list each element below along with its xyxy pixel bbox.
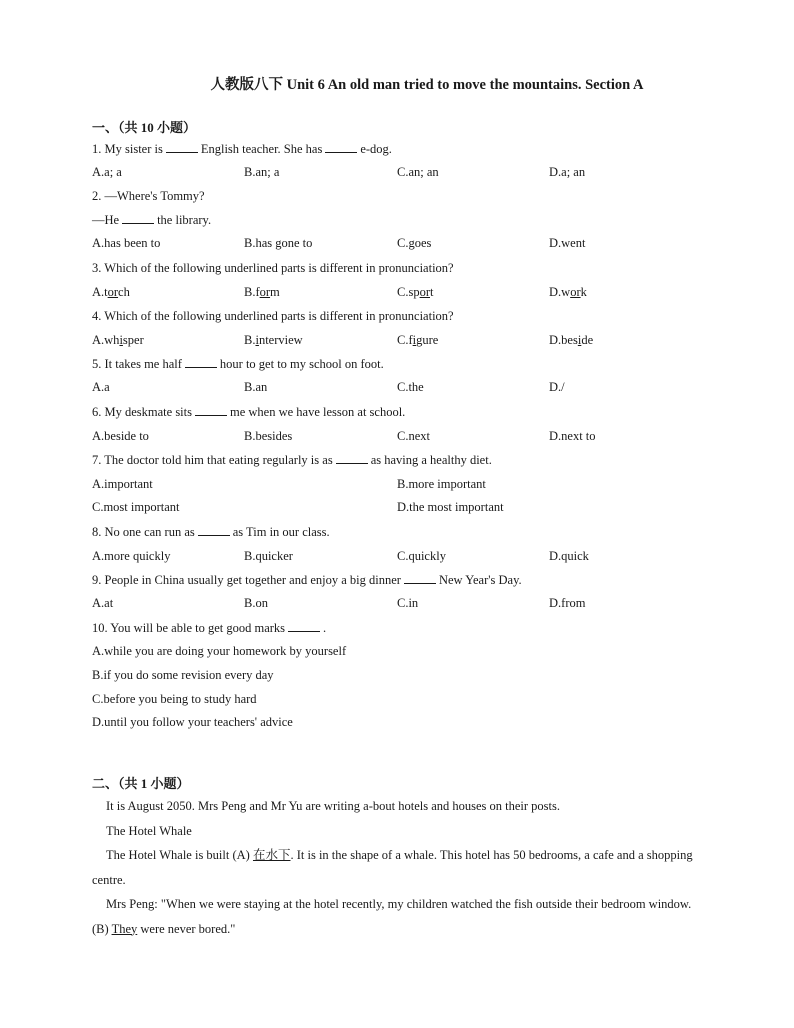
underlined-part: i <box>412 333 417 347</box>
question-9 <box>92 573 522 588</box>
option-d: D.next to <box>549 429 596 443</box>
answer-blank <box>288 621 320 632</box>
question-text: me when we have lesson at school. <box>230 405 406 419</box>
option-a <box>92 285 130 300</box>
option-a <box>92 333 144 348</box>
answer-blank <box>166 142 198 153</box>
question-text: e-dog. <box>360 142 392 156</box>
option-d: D.until you follow your teachers' advice <box>92 715 293 729</box>
answer-blank <box>325 142 357 153</box>
option-text: t <box>430 285 434 299</box>
option-text: nterview <box>258 333 303 347</box>
section-heading: 二、（共 1 小题） <box>92 776 190 791</box>
option-a: A.has been to <box>92 236 161 250</box>
option-d: D.went <box>549 236 586 250</box>
underlined-part: i <box>119 333 123 347</box>
option-b: B.if you do some revision every day <box>92 668 274 682</box>
option-a: A.beside to <box>92 429 149 443</box>
question-2-line-2 <box>92 213 211 228</box>
option-b: B.more important <box>397 477 486 491</box>
option-b: B.on <box>244 596 268 610</box>
option-text: gure <box>416 333 439 347</box>
passage-paragraph: It is August 2050. Mrs Peng and Mr Yu are writing a-bout hotels and houses on their posts. <box>106 799 561 813</box>
passage-paragraph <box>92 843 704 892</box>
question-text: New Year's Day. <box>438 573 522 587</box>
option-d <box>549 285 587 300</box>
option-a: A.important <box>92 477 153 491</box>
underlined-part: or <box>259 285 271 299</box>
question-6 <box>92 405 405 420</box>
option-c: C.next <box>397 429 430 443</box>
passage-text: were never bored." <box>137 921 236 936</box>
underlined-part: 在水下 <box>252 848 291 862</box>
option-text: B. <box>244 333 256 347</box>
question-text: 10. You will be able to get good marks <box>92 621 286 635</box>
passage-text: The Hotel Whale is built (A) <box>106 848 253 862</box>
option-b <box>244 333 303 348</box>
option-b: B.besides <box>244 429 293 443</box>
option-c <box>397 333 438 348</box>
question-text: 6. My deskmate sits <box>92 405 192 419</box>
option-a: A.while you are doing your homework by yourself <box>92 644 347 658</box>
option-text: D.bes <box>549 333 578 347</box>
option-c: C.most important <box>92 500 180 514</box>
option-b: B.an; a <box>244 165 280 179</box>
option-text: A.t <box>92 285 108 299</box>
underlined-part: or <box>419 285 430 299</box>
question-4: 4. Which of the following underlined parts is different in pronunciation? <box>92 309 454 323</box>
option-c: C.quickly <box>397 549 446 563</box>
option-d: D.quick <box>549 549 589 563</box>
question-3: 3. Which of the following underlined parts is different in pronunciation? <box>92 261 454 275</box>
question-text: English teacher. She has <box>200 142 323 156</box>
passage-text: Mrs Peng: "When we were staying at the hotel recently, my children watched the fish outside their bedroom window. (B) <box>92 897 692 936</box>
passage <box>92 794 704 941</box>
option-c: C.an; an <box>397 165 439 179</box>
question-text: . <box>323 621 327 635</box>
option-c <box>397 285 433 300</box>
answer-blank <box>198 525 230 536</box>
option-a: A.a <box>92 380 110 394</box>
question-text: as Tim in our class. <box>232 525 330 539</box>
answer-blank <box>195 405 227 416</box>
question-7 <box>92 453 492 468</box>
question-2: 2. —Where's Tommy? <box>92 189 205 203</box>
answer-blank <box>336 453 368 464</box>
passage-text: . It is in the shape of a whale. This hotel has 50 bedrooms, a cafe and a shopping centre. <box>92 848 693 887</box>
underlined-part: or <box>107 285 119 299</box>
question-text: 1. My sister is <box>92 142 163 156</box>
section-heading: 一、（共 10 小题） <box>92 120 197 135</box>
option-text: B.f <box>244 285 260 299</box>
underlined-part: i <box>577 333 582 347</box>
option-d: D.from <box>549 596 586 610</box>
question-text: 7. The doctor told him that eating regularly is as <box>92 453 333 467</box>
underlined-part: or <box>570 285 581 299</box>
option-text: C.f <box>397 333 413 347</box>
option-b: B.quicker <box>244 549 293 563</box>
option-a: A.at <box>92 596 114 610</box>
option-text: ch <box>118 285 130 299</box>
question-10 <box>92 621 326 636</box>
option-d: D./ <box>549 380 565 394</box>
option-text: m <box>270 285 280 299</box>
question-text: 5. It takes me half <box>92 357 182 371</box>
underlined-part: They <box>111 921 138 936</box>
passage-heading: The Hotel Whale <box>106 823 192 838</box>
question-text: the library. <box>157 213 212 227</box>
question-text: —He <box>92 213 120 227</box>
answer-blank <box>404 573 436 584</box>
question-1 <box>92 142 392 157</box>
option-b <box>244 285 280 300</box>
question-5 <box>92 357 384 372</box>
answer-blank <box>185 357 217 368</box>
option-b: B.has gone to <box>244 236 313 250</box>
option-text: C.sp <box>397 285 420 299</box>
option-a: A.a; a <box>92 165 122 179</box>
option-c: C.the <box>397 380 424 394</box>
option-b: B.an <box>244 380 268 394</box>
option-a: A.more quickly <box>92 549 171 563</box>
option-d: D.a; an <box>549 165 586 179</box>
option-text: D.w <box>549 285 571 299</box>
option-c: C.before you being to study hard <box>92 692 257 706</box>
option-text: sper <box>122 333 144 347</box>
option-d: D.the most important <box>397 500 504 514</box>
option-text: A.wh <box>92 333 120 347</box>
option-c: C.in <box>397 596 419 610</box>
answer-blank <box>122 213 154 224</box>
question-text: as having a healthy diet. <box>370 453 492 467</box>
option-text: k <box>580 285 587 299</box>
question-text: hour to get to my school on foot. <box>219 357 384 371</box>
option-text: de <box>581 333 594 347</box>
question-8 <box>92 525 330 540</box>
underlined-part: i <box>255 333 259 347</box>
option-c: C.goes <box>397 236 432 250</box>
page-title: 人教版八下 Unit 6 An old man tried to move the mountains. Section A <box>210 77 644 93</box>
question-text: 8. No one can run as <box>92 525 195 539</box>
option-d <box>549 333 593 348</box>
passage-paragraph <box>92 892 704 941</box>
question-text: 9. People in China usually get together and enjoy a big dinner <box>92 573 401 587</box>
